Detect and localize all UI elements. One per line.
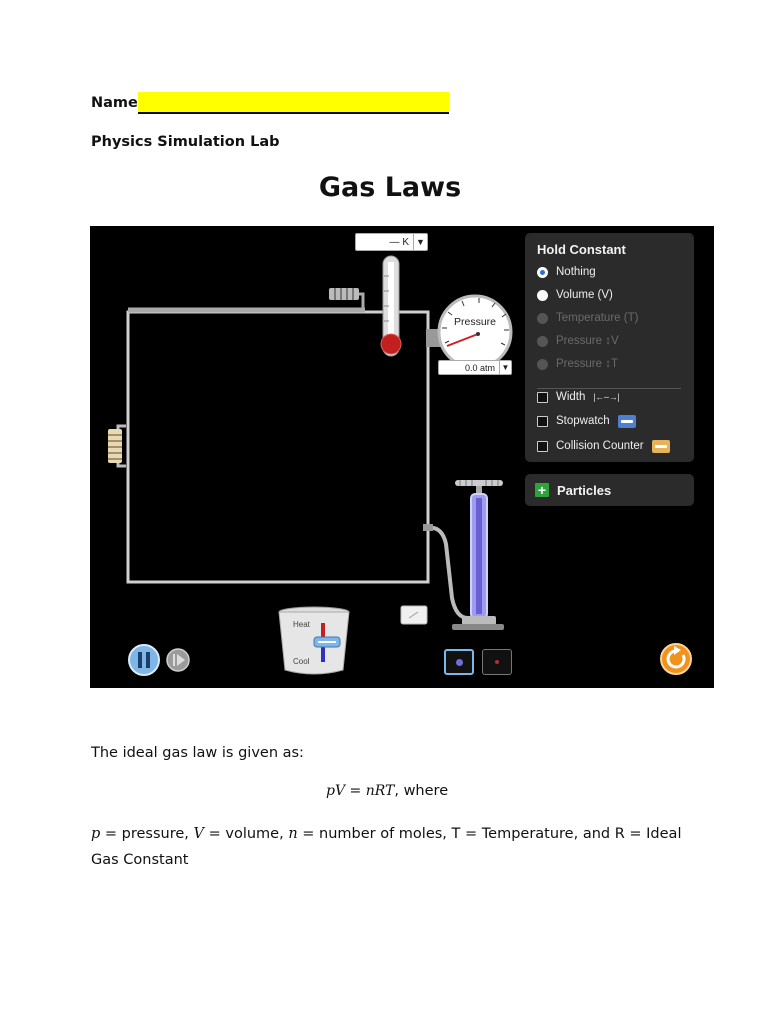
thermometer-readout[interactable] [355, 233, 428, 251]
cool-label: Cool [293, 657, 310, 666]
stopwatch-checkbox-row[interactable] [537, 412, 636, 430]
radio-label: Pressure ↕T [556, 358, 618, 370]
collision-counter-checkbox[interactable] [537, 441, 548, 452]
particles-accordion[interactable] [525, 474, 694, 506]
intro-text: The ideal gas law is given as: [91, 745, 304, 761]
collision-counter-checkbox-row[interactable] [537, 437, 670, 455]
symbol-n: n [288, 826, 298, 842]
radio-nothing[interactable] [537, 263, 596, 281]
ruler-icon: |←--→| [593, 392, 620, 402]
lid-handle-icon[interactable] [329, 288, 363, 308]
container-side-handle-icon[interactable] [108, 426, 126, 466]
chevron-down-icon[interactable]: ▼ [413, 234, 427, 250]
stopwatch-label: Stopwatch [556, 415, 610, 427]
stopwatch-checkbox[interactable] [537, 416, 548, 427]
pressure-gauge-label: Pressure [453, 316, 496, 328]
equation-suffix: , where [394, 783, 449, 799]
particles-label: Particles [557, 482, 612, 498]
radio-label: Nothing [556, 266, 596, 278]
temperature-value: — K [389, 236, 409, 248]
variable-definitions [91, 821, 711, 873]
chevron-down-icon[interactable]: ▼ [499, 361, 511, 374]
symbol-p: p [91, 826, 101, 842]
radio-label: Volume (V) [556, 289, 613, 301]
ideal-gas-equation [326, 783, 448, 799]
radio-volume[interactable] [537, 286, 613, 304]
gas-properties-simulation [90, 226, 714, 688]
definition-v: = volume, [204, 826, 289, 842]
pressure-readout[interactable] [438, 360, 512, 375]
name-input-highlight[interactable] [138, 92, 449, 114]
radio-temperature [537, 309, 638, 327]
radio-label: Temperature (T) [556, 312, 639, 324]
hold-constant-panel [525, 233, 694, 462]
stopwatch-icon [618, 415, 636, 428]
heat-label: Heat [293, 620, 310, 629]
pressure-value: 0.0 atm [464, 362, 495, 373]
lab-title: Physics Simulation Lab [91, 134, 280, 150]
thermometer-icon [381, 256, 401, 356]
symbol-v: V [193, 826, 204, 842]
heavy-particle-icon [456, 659, 463, 666]
plus-icon[interactable]: + [535, 483, 549, 497]
width-label: Width [556, 391, 586, 403]
step-icon[interactable] [167, 649, 189, 671]
gas-container [128, 312, 428, 582]
temperature-toggle-icon[interactable] [401, 606, 427, 624]
pressure-gauge-icon [426, 296, 511, 368]
heavy-species-button[interactable] [444, 649, 474, 675]
radio-button [537, 336, 548, 347]
width-checkbox[interactable] [537, 392, 548, 403]
radio-button[interactable] [537, 267, 548, 278]
bucket-icon [279, 607, 349, 674]
radio-label: Pressure ↕V [556, 335, 619, 347]
definition-n: = number of moles, T = Temperature, and R = Ideal Gas Constant [91, 826, 682, 868]
radio-pressure-t [537, 355, 618, 373]
width-checkbox-row[interactable] [537, 388, 619, 406]
reset-icon[interactable] [661, 644, 691, 674]
name-label: Name [91, 95, 138, 111]
radio-button[interactable] [537, 290, 548, 301]
equation-math: pV = nRT [326, 783, 395, 799]
radio-button [537, 359, 548, 370]
radio-pressure-v [537, 332, 619, 350]
collision-counter-icon [652, 440, 670, 453]
definition-p: = pressure, [100, 826, 194, 842]
light-particle-icon [495, 660, 499, 664]
page-title: Gas Laws [318, 172, 462, 203]
pause-icon[interactable] [129, 645, 159, 675]
light-species-button[interactable] [482, 649, 512, 675]
hold-constant-title: Hold Constant [537, 242, 626, 257]
pump-icon[interactable] [423, 480, 504, 630]
collision-counter-label: Collision Counter [556, 440, 644, 452]
radio-button [537, 313, 548, 324]
